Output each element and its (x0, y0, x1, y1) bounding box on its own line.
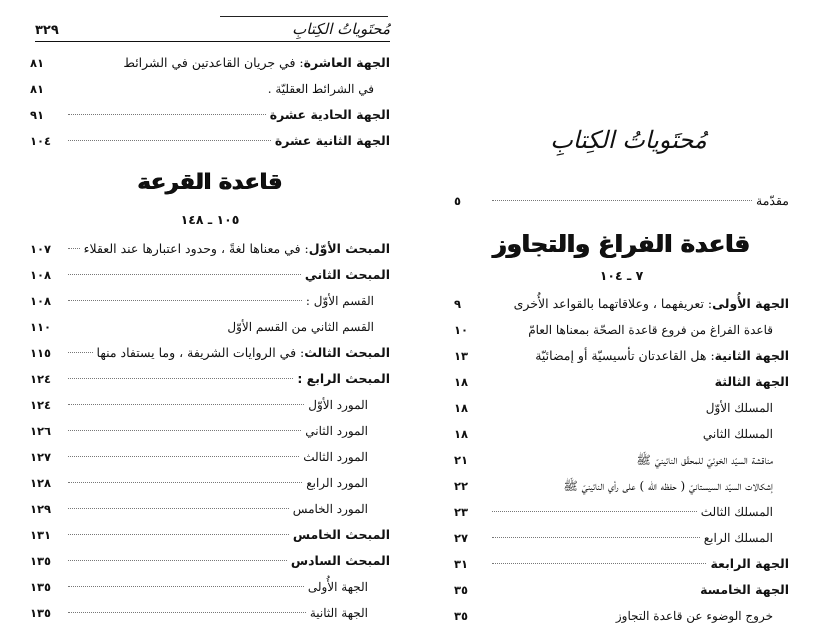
entry-text: القسم الأوّل : (305, 294, 374, 308)
toc-entry[interactable] (454, 395, 789, 421)
entry-heading: المبحث الأوّل (308, 241, 390, 256)
toc-entry[interactable] (30, 470, 390, 496)
toc-entry[interactable] (30, 392, 390, 418)
toc-entry[interactable] (454, 603, 789, 629)
toc-entry[interactable] (454, 577, 789, 603)
entry-label (84, 236, 390, 262)
entry-heading: المبحث الخامس (292, 527, 390, 542)
entry-page: ١٣٥ (30, 606, 52, 620)
entry-page: ١٢٤ (30, 372, 52, 386)
toc-entry[interactable] (30, 76, 390, 102)
entry-page: ١٢٩ (30, 502, 52, 516)
toc-entry[interactable] (30, 314, 390, 340)
entry-heading: المبحث الرابع : (297, 371, 390, 386)
entry-page: ٢٢ (454, 479, 469, 493)
toc-entry[interactable] (30, 128, 390, 154)
entry-text: : في الروايات الشريفة ، وما يستفاد منها (96, 345, 305, 360)
entry-page: ٣١ (454, 557, 469, 571)
entry-label (306, 288, 390, 314)
toc-entry[interactable] (454, 447, 789, 473)
leader-dots (68, 534, 289, 535)
entry-label (616, 603, 789, 629)
header-rule (220, 16, 388, 17)
leader-dots (68, 430, 301, 431)
entry-heading: الجهة الثالثة (714, 374, 789, 389)
entry-heading: المبحث الثالث (304, 345, 390, 360)
entry-text: المورد الأوّل (308, 398, 368, 412)
entry-label (308, 392, 390, 418)
entry-label (305, 418, 390, 444)
toc-entry[interactable] (454, 551, 789, 577)
entry-heading: الجهة العاشرة (303, 55, 390, 70)
entry-text: : في جريان القاعدتين في الشرائط (123, 55, 304, 70)
toc-entry[interactable] (454, 369, 789, 395)
entry-heading: المبحث السادس (290, 553, 390, 568)
entry-text: : تعريفهما ، وعلاقاتهما بالقواعد الأُخرى (513, 296, 713, 311)
leader-dots (492, 537, 700, 538)
entry-text: في الشرائط العقليّة . (267, 82, 374, 96)
entry-label (710, 551, 789, 577)
entry-heading: الجهة الأُولى (712, 296, 789, 311)
leader-dots (68, 456, 299, 457)
leader-dots (68, 612, 306, 613)
toc-entry[interactable] (30, 288, 390, 314)
entry-text: إشكالات السيّد السيستانيّ ( حفظه الله ) على رأي النائينيّ ﷺ (563, 479, 773, 493)
leader-dots (492, 511, 697, 512)
toc-entry[interactable] (454, 525, 789, 551)
entry-text: القسم الثاني من القسم الأوّل (227, 320, 374, 334)
entry-page: ١٣٥ (30, 580, 52, 594)
entry-label (97, 340, 390, 366)
toc-entry[interactable] (454, 473, 789, 499)
entry-text: : هل القاعدتان تأسيسيّة أو إمضائيّة (535, 348, 715, 363)
entry-heading: الجهة الثانية عشرة (274, 133, 390, 148)
entry-text: المورد الثالث (303, 450, 368, 464)
entry-heading: الجهة الثانية (714, 348, 789, 363)
entry-label (227, 314, 390, 340)
book-title: مُحتَوياتُ الكِتابِ (550, 126, 707, 154)
entry-label (291, 548, 390, 574)
entry-page: ١٨ (454, 427, 469, 441)
toc-entry-intro[interactable] (454, 188, 789, 214)
leader-dots (68, 352, 93, 353)
entry-page: ٥ (454, 194, 462, 208)
toc-entry[interactable] (30, 102, 390, 128)
entry-label (310, 600, 390, 626)
entry-heading: الجهة الرابعة (710, 556, 789, 571)
entry-text: المسلك الثالث (700, 505, 773, 519)
entry-label: مقدّمة (756, 193, 789, 208)
entry-label (706, 395, 789, 421)
page-number: ٣٢٩ (35, 23, 59, 38)
entry-text: قاعدة الفراغ من فروع قاعدة الصحّة بمعناها العامّ (528, 323, 773, 337)
entry-label (535, 343, 789, 369)
entry-page: ٣٥ (454, 609, 469, 623)
entry-page: ١٣١ (30, 528, 52, 542)
running-header (35, 20, 390, 42)
section-page-range: ١٠٥ ـ ١٤٨ (180, 212, 240, 227)
entry-page: ٨١ (30, 56, 45, 70)
section-title: قاعدة الفراغ والتجاوز (493, 230, 750, 258)
running-title: مُحتَوياتُ الكِتابِ (292, 20, 390, 38)
entry-page: ١٨ (454, 401, 469, 415)
entry-label (306, 470, 390, 496)
entry-page: ٢٧ (454, 531, 469, 545)
entry-label (700, 577, 789, 603)
entry-page: ١٢٧ (30, 450, 52, 464)
entry-page: ٩ (454, 297, 462, 311)
leader-dots (68, 404, 304, 405)
toc-intro (454, 188, 789, 214)
entry-text: المسلك الأوّل (705, 401, 773, 415)
entry-label (528, 317, 789, 343)
toc-entry[interactable] (30, 600, 390, 626)
entry-label (297, 366, 390, 392)
entry-page: ١١٥ (30, 346, 52, 360)
leader-dots (68, 560, 287, 561)
leader-dots (68, 274, 301, 275)
toc-list-continued (30, 50, 390, 154)
toc-entry[interactable] (30, 574, 390, 600)
entry-page: ١٠٤ (30, 134, 52, 148)
toc-entry[interactable] (454, 499, 789, 525)
entry-page: ١٠ (454, 323, 469, 337)
entry-page: ٩١ (30, 108, 45, 122)
entry-label (704, 525, 789, 551)
entry-page: ١٢٦ (30, 424, 52, 438)
entry-heading: الجهة الخامسة (700, 582, 789, 597)
toc-entry[interactable] (30, 522, 390, 548)
entry-text: المورد الخامس (292, 502, 368, 516)
entry-label (293, 496, 390, 522)
entry-label (268, 76, 390, 102)
entry-label (563, 473, 789, 499)
leader-dots (492, 563, 706, 564)
entry-text: المسلك الرابع (703, 531, 773, 545)
entry-text: المسلك الثاني (702, 427, 773, 441)
section-page-range: ٧ ـ ١٠٤ (599, 268, 644, 283)
leader-dots (492, 200, 752, 201)
toc-entry[interactable] (454, 343, 789, 369)
entry-label (303, 444, 390, 470)
leader-dots (68, 482, 302, 483)
section-title: قاعدة القرعة (137, 170, 283, 195)
entry-label (636, 447, 789, 473)
leader-dots (68, 114, 266, 115)
leader-dots (68, 140, 271, 141)
entry-text: الجهة الأُولى (307, 580, 368, 594)
leader-dots (68, 300, 302, 301)
leader-dots (68, 508, 289, 509)
leader-dots (68, 586, 304, 587)
entry-heading: الجهة الحادية عشرة (269, 107, 390, 122)
leader-dots (68, 248, 80, 249)
entry-label (305, 262, 390, 288)
entry-label (514, 291, 789, 317)
entry-page: ١٢٤ (30, 398, 52, 412)
toc-entry[interactable] (30, 496, 390, 522)
entry-page: ٨١ (30, 82, 45, 96)
entry-text: المورد الثاني (305, 424, 368, 438)
toc-entry[interactable] (454, 317, 789, 343)
toc-list-section (454, 291, 789, 629)
entry-label (123, 50, 390, 76)
toc-entry[interactable] (30, 50, 390, 76)
entry-label (701, 499, 789, 525)
entry-page: ١٠٧ (30, 242, 52, 256)
toc-entry[interactable] (30, 444, 390, 470)
toc-entry[interactable] (30, 236, 390, 262)
entry-page: ١٠٨ (30, 294, 52, 308)
entry-label (703, 421, 789, 447)
entry-label (293, 522, 390, 548)
toc-entry[interactable] (30, 418, 390, 444)
entry-label (308, 574, 390, 600)
entry-label (270, 102, 390, 128)
toc-entry[interactable] (30, 548, 390, 574)
entry-text: المورد الرابع (306, 476, 368, 490)
entry-text: : في معناها لغةً ، وحدود اعتبارها عند العقلاء (83, 241, 309, 256)
entry-page: ١٢٨ (30, 476, 52, 490)
entry-page: ١٨ (454, 375, 469, 389)
entry-page: ١١٠ (30, 320, 52, 334)
entry-text: الجهة الثانية (309, 606, 368, 620)
entry-heading: المبحث الثاني (304, 267, 390, 282)
leader-dots (68, 378, 293, 379)
toc-entry[interactable] (454, 421, 789, 447)
entry-page: ١٣ (454, 349, 469, 363)
entry-text: مناقشة السيّد الخوئيّ للمحقّق النائينيّ ﷺ (636, 453, 773, 467)
toc-entry[interactable] (30, 366, 390, 392)
toc-entry[interactable] (30, 340, 390, 366)
entry-page: ٢٣ (454, 505, 469, 519)
entry-page: ١٠٨ (30, 268, 52, 282)
right-page (420, 0, 837, 640)
entry-text: خروج الوضوء عن قاعدة التجاوز (615, 609, 773, 623)
entry-label (715, 369, 789, 395)
entry-label (275, 128, 390, 154)
toc-entry[interactable] (454, 291, 789, 317)
entry-page: ١٣٥ (30, 554, 52, 568)
entry-page: ٣٥ (454, 583, 469, 597)
toc-entry[interactable] (30, 262, 390, 288)
entry-page: ٢١ (454, 453, 469, 467)
toc-list-section (30, 236, 390, 626)
